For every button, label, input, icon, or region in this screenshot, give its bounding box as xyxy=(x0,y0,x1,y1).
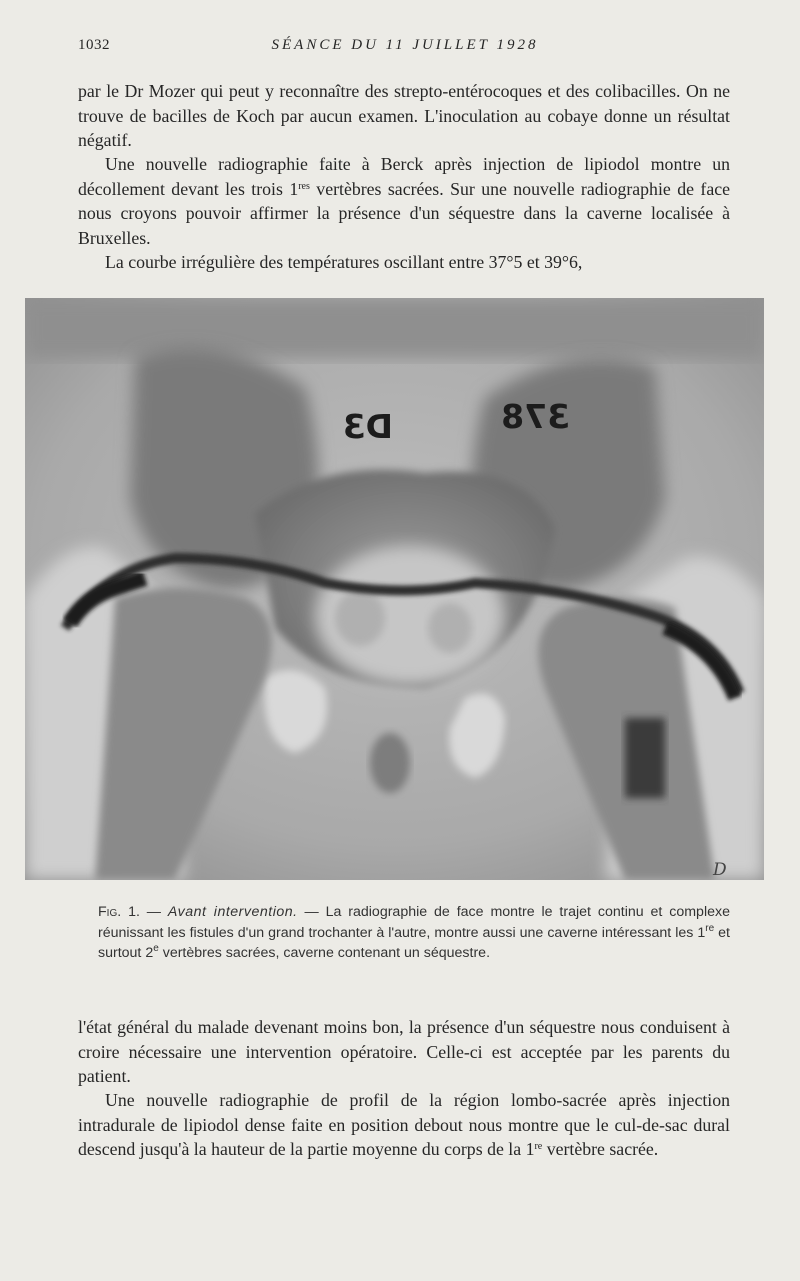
paragraph-4: l'état général du malade devenant moins bon, la présence d'un séquestre nous conduisent à croire nécessaire une intervention opératoire. Celle-ci est acceptée par les parents du patient. xyxy=(78,1017,730,1087)
caption-separator-1: — xyxy=(139,904,168,920)
caption-superscript-re: re xyxy=(705,922,715,934)
running-head: SÉANCE DU 11 JUILLET 1928 xyxy=(271,37,539,53)
paragraph-1: par le Dr Mozer qui peut y reconnaître des strepto-entérocoques et des colibacilles. On ne trouve de bacilles de Koch par aucun examen. L'inoculation au cobaye donne un résultat négatif. xyxy=(78,81,730,151)
page-number: 1032 xyxy=(78,37,110,53)
caption-text-c: vertèbres sacrées, caverne contenant un séquestre. xyxy=(158,945,491,961)
paragraph-2-text-a: Une nouvelle radiographie faite à Berck après injection de lipiodol montre un décollement devant les trois 1 xyxy=(78,154,730,199)
paragraph-2 xyxy=(78,152,730,250)
film-label-d3: D3 xyxy=(342,407,393,446)
caption-separator-2: — xyxy=(297,904,326,920)
superscript-res: res xyxy=(298,180,310,192)
paragraph-5 xyxy=(78,1088,730,1162)
figure-corner-mark: D xyxy=(713,860,727,880)
paragraph-3: La courbe irrégulière des températures oscillant entre 37°5 et 39°6, xyxy=(105,252,583,272)
superscript-re: re xyxy=(534,1141,543,1153)
paragraph-5-text-a: Une nouvelle radiographie de profil de la région lombo-sacrée après injection intradurale de lipiodol dense faite en position debout nous montre que le cul-de-sac dural descend jusqu'à la hauteur de la partie moyenne du corps de la 1 xyxy=(78,1090,730,1160)
page-header xyxy=(78,37,732,59)
radiograph-figure xyxy=(25,298,764,880)
film-label-378: 378 xyxy=(501,397,570,436)
radiograph-image xyxy=(25,298,764,880)
paragraph-5-text-b: vertèbre sacrée. xyxy=(542,1139,659,1160)
caption-text-b: et surtout 2 xyxy=(98,924,730,961)
caption-text-a: La radiographie de face montre le trajet continu et complexe réunissant les fistules d'un grand trochanter à l'autre, montre aussi une caverne intéressant les 1 xyxy=(98,904,730,941)
figure-caption xyxy=(78,902,730,964)
caption-label: Fig. 1. xyxy=(98,904,140,920)
caption-superscript-e: e xyxy=(153,943,159,954)
caption-title: Avant intervention. xyxy=(167,904,298,920)
paragraph-2-text-b: vertèbres sacrées. Sur une nouvelle radiographie de face nous croyons pouvoir affirmer la présence d'un séquestre dans la caverne localisée à Bruxelles. xyxy=(78,178,730,248)
